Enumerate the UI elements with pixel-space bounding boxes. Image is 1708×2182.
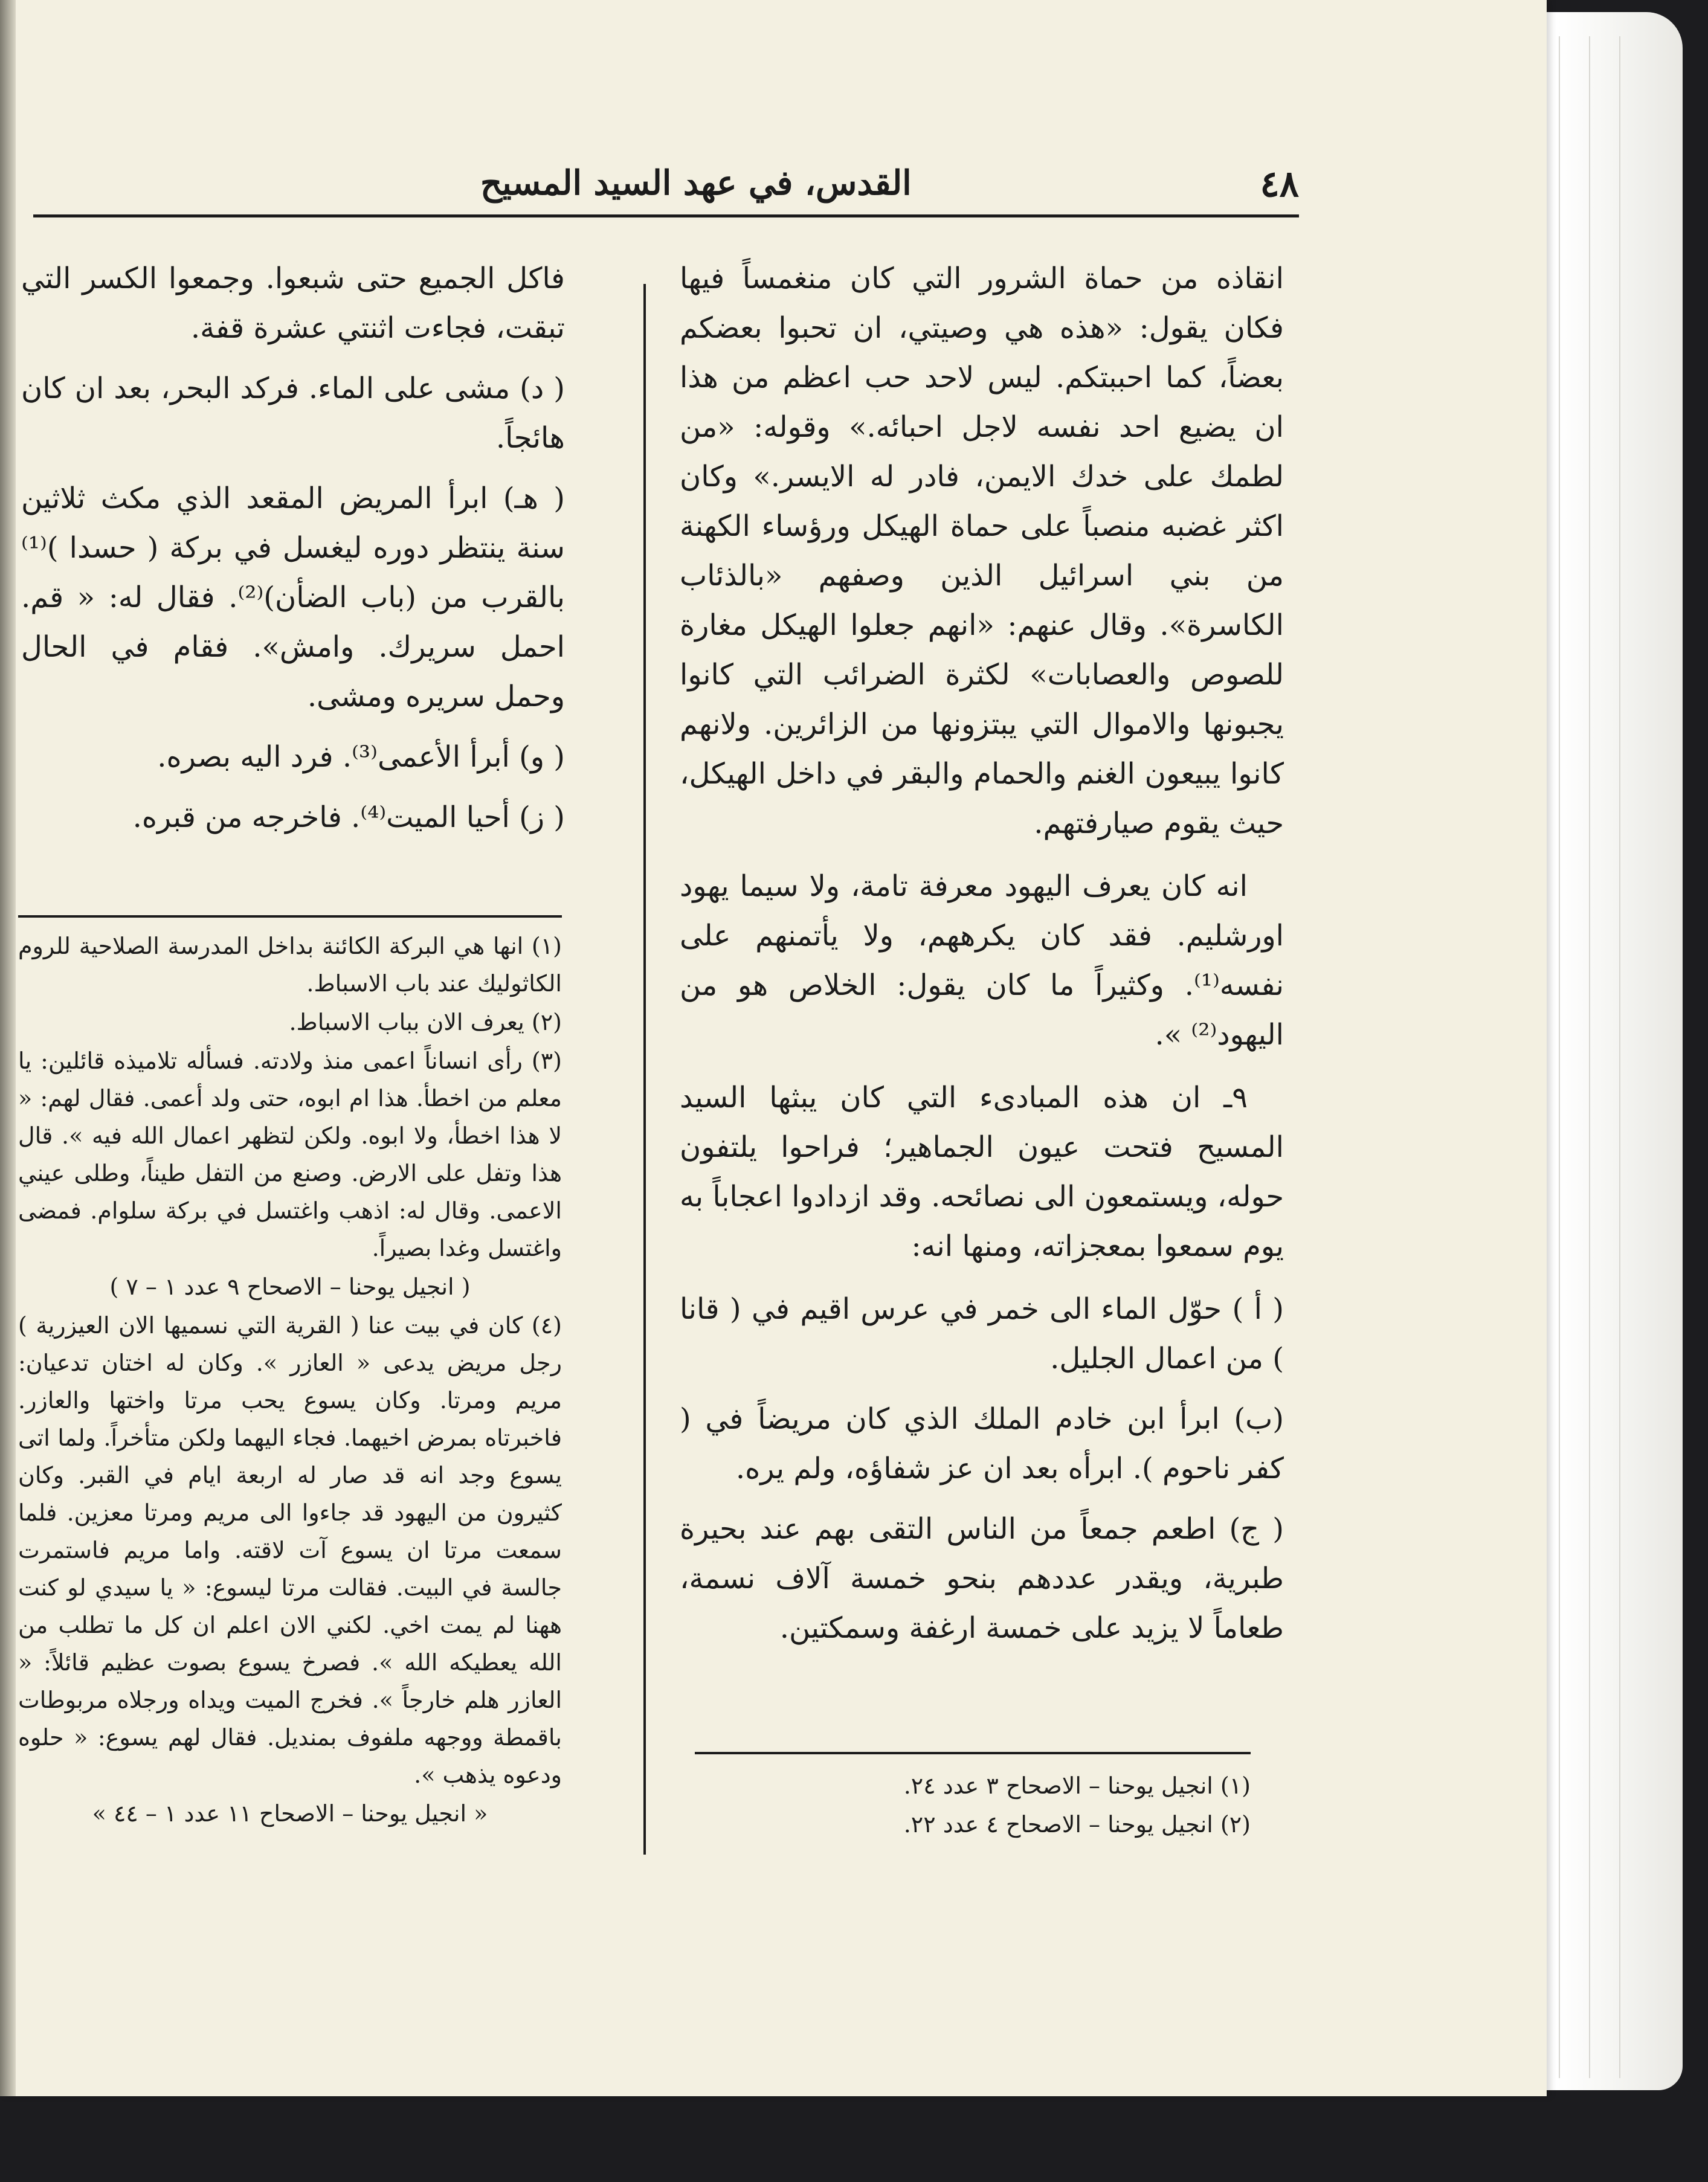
footnote: (١) انها هي البركة الكائنة بداخل المدرسة الصلاحية للروم الكاثوليك عند باب الاسباط.	[18, 933, 562, 997]
right-column	[680, 254, 1284, 1664]
miracle-item: ( و) أبرأ الأعمى⁽³⁾. فرد اليه بصره.	[157, 740, 565, 774]
page-number: ٤٨	[1260, 163, 1299, 205]
column-divider	[643, 284, 646, 1855]
text-line: فاكل الجميع حتى شبعوا. وجمعوا الكسر التي تبقت، فجاءت اثنتي عشرة قفة.	[21, 262, 565, 345]
miracle-item: ( هـ) ابرأ المريض المقعد الذي مكث ثلاثين سنة ينتظر دوره ليغسل في بركة ( حسدا )⁽¹⁾ بالقرب من (باب الضأن)⁽²⁾. فقال له: « قم. احمل سريرك. وامش». فقام في الحال وحمل سريره ومشى.	[21, 481, 565, 713]
miracle-item: ( أ ) حوّل الماء الى خمر في عرس اقيم في ( قانا ) من اعمال الجليل.	[680, 1292, 1284, 1376]
footnote: (٤) كان في بيت عنا ( القرية التي نسميها الان العيزرية ) رجل مريض يدعى « العازر ». وكان له اختان تدعيان: مريم ومرتا. وكان يسوع يحب مرتا واختها والعازر. فاخبرتاه بمرض اخيهما. فجاء اليهما ولكن متأخراً. ولما اتى يسوع وجد انه قد صار له اربعة ايام في القبر. وكان كثيرون من اليهود قد جاءوا الى مريم ومرتا معزين. فلما سمعت مرتا ان يسوع آت لاقته. واما مريم فاستمرت جالسة في البيت. فقالت مرتا ليسوع: « يا سيدي لو كنت ههنا لم يمت اخي. لكني الان اعلم ان كل ما تطلب من الله يعطيكه الله ». فصرخ يسوع بصوت عظيم قائلاً: « العازر هلم خارجاً ». فخرج الميت ويداه ورجلاه مربوطات باقمطة ووجهه ملفوف بمنديل. فقال لهم يسوع: « حلوه ودعوه يذهب ».	[18, 1312, 562, 1788]
footnote: (٣) رأى انساناً اعمى منذ ولادته. فسأله تلاميذه قائلين: يا معلم من اخطأ. هذا ام ابوه، حتى ولد أعمى. فقال لهم: « لا هذا اخطأ، ولا ابوه. ولكن لتظهر اعمال الله فيه ». قال هذا وتفل على الارض. وصنع من التفل طيناً، وطلى عيني الاعمى. وقال له: اذهب واغتسل في بركة سلوام. فمضى واغتسل وغدا بصيراً.	[18, 1048, 562, 1261]
footnote: (٢) انجيل يوحنا – الاصحاح ٤ عدد ٢٢.	[903, 1811, 1251, 1838]
left-column	[21, 254, 565, 853]
paragraph: ٩ـ ان هذه المبادىء التي كان يبثها السيد المسيح فتحت عيون الجماهير؛ فراحوا يلتفون حوله، ويستمعون الى نصائحه. وقد ازدادوا اعجاباً به يوم سمعوا بمعجزاته، ومنها انه:	[680, 1081, 1284, 1263]
left-footnotes	[18, 927, 562, 1833]
footnote-citation: ( انجيل يوحنا – الاصحاح ٩ عدد ١ – ٧ )	[109, 1273, 471, 1300]
miracle-item: (ب) ابرأ ابن خادم الملك الذي كان مريضاً في ( كفر ناحوم ). ابرأه بعد ان عز شفاؤه، ولم يره.	[680, 1402, 1284, 1485]
footnote-citation: « انجيل يوحنا – الاصحاح ١١ عدد ١ – ٤٤ »	[92, 1800, 488, 1827]
footnote-rule	[695, 1752, 1251, 1754]
header-rule	[33, 214, 1299, 218]
footnote: (١) انجيل يوحنا – الاصحاح ٣ عدد ٢٤.	[903, 1772, 1251, 1799]
miracle-item: ( ز) أحيا الميت⁽⁴⁾. فاخرجه من قبره.	[132, 800, 565, 834]
running-head	[33, 163, 1299, 211]
page-gutter-shadow	[0, 0, 16, 2096]
right-footnotes	[707, 1767, 1251, 1844]
miracle-item: ( ج) اطعم جمعاً من الناس التقى بهم عند بحيرة طبرية، ويقدر عددهم بنحو خمسة آلاف نسمة، طعاماً لا يزيد على خمسة ارغفة وسمكتين.	[680, 1512, 1284, 1645]
footnote: (٢) يعرف الان بباب الاسباط.	[289, 1009, 562, 1035]
miracle-item: ( د) مشى على الماء. فركد البحر، بعد ان كان هائجاً.	[21, 372, 565, 455]
paragraph: انه كان يعرف اليهود معرفة تامة، ولا سيما يهود اورشليم. فقد كان يكرههم، ولا يأتمنهم على نفسه⁽¹⁾. وكثيراً ما كان يقول: الخلاص هو من اليهود⁽²⁾ ».	[680, 869, 1284, 1052]
header-title: القدس، في عهد السيد المسيح	[480, 163, 912, 203]
paragraph: انقاذه من حماة الشرور التي كان منغمساً فيها فكان يقول: «هذه هي وصيتي، ان تحبوا بعضكم بعضاً، كما احببتكم. ليس لاحد حب اعظم من هذا ان يضيع احد نفسه لاجل احبائه.» وقوله: «من لطمك على خدك الايمن، فادر له الايسر.» وكان اكثر غضبه منصباً على حماة الهيكل ورؤساء الكهنة من بني اسرائيل الذين وصفهم «بالذئاب الكاسرة». وقال عنهم: «انهم جعلوا الهيكل مغارة للصوص والعصابات» لكثرة الضرائب التي كانوا يجبونها والاموال التي يبتزونها من الزائرين. ولانهم كانوا يبيعون الغنم والحمام والبقر في داخل الهيكل، حيث يقوم صيارفتهم.	[680, 262, 1284, 840]
footnote-rule	[18, 915, 562, 918]
